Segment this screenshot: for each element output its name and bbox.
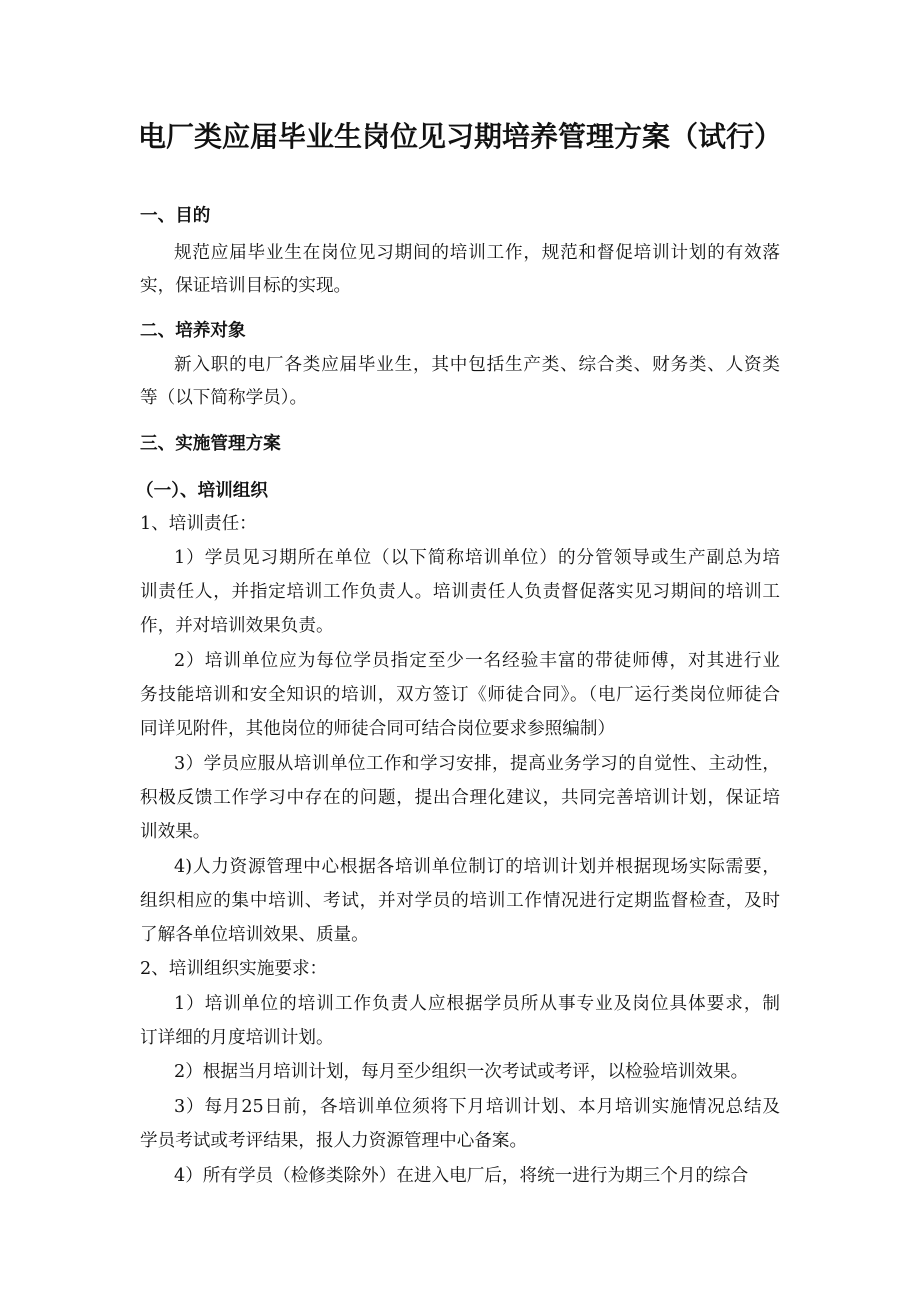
- paragraph-line: 规范应届毕业生在岗位见习期间的培训工作，规范和督促培训计划的有效落: [174, 243, 780, 263]
- document-title: 电厂类应届毕业生岗位见习期培养管理方案（试行）: [138, 120, 783, 153]
- paragraph-line: 1）培训单位的培训工作负责人应根据学员所从事专业及岗位具体要求，制: [174, 994, 780, 1014]
- paragraph-line: 1）学员见习期所在单位（以下简称培训单位）的分管领导或生产副总为培: [174, 548, 780, 568]
- paragraph-line: 3）学员应服从培训单位工作和学习安排，提高业务学习的自觉性、主动性，: [174, 754, 780, 774]
- paragraph-line: 同详见附件，其他岗位的师徒合同可结合岗位要求参照编制）: [140, 719, 616, 739]
- section-heading: 二、培养对象: [140, 320, 246, 341]
- section-heading: 三、实施管理方案: [140, 433, 281, 454]
- section-heading: （一）、培训组织: [136, 480, 268, 501]
- paragraph-line: 3）每月25日前，各培训单位须将下月培训计划、本月培训实施情况总结及: [174, 1097, 780, 1117]
- paragraph-line: 积极反馈工作学习中存在的问题，提出合理化建议，共同完善培训计划，保证培: [140, 788, 780, 808]
- paragraph-line: 实，保证培训目标的实现。: [140, 276, 352, 296]
- paragraph-line: 训责任人，并指定培训工作负责人。培训责任人负责督促落实见习期间的培训工: [140, 582, 780, 602]
- paragraph-line: 4）所有学员（检修类除外）在进入电厂后，将统一进行为期三个月的综合: [174, 1166, 749, 1186]
- paragraph-line: 订详细的月度培训计划。: [140, 1028, 334, 1048]
- paragraph-line: 2）培训单位应为每位学员指定至少一名经验丰富的带徒师傅，对其进行业: [174, 651, 780, 671]
- section-heading: 一、目的: [140, 205, 211, 226]
- paragraph-line: 训效果。: [140, 822, 211, 842]
- subsection-label: 1、培训责任：: [140, 514, 257, 534]
- paragraph-line: 新入职的电厂各类应届毕业生，其中包括生产类、综合类、财务类、人资类: [174, 355, 780, 375]
- paragraph-line: 学员考试或考评结果，报人力资源管理中心备案。: [140, 1131, 528, 1151]
- paragraph-line: 等（以下简称学员）。: [140, 388, 308, 408]
- paragraph-line: 了解各单位培训效果、质量。: [140, 925, 369, 945]
- paragraph-line: 2）根据当月培训计划，每月至少组织一次考试或考评，以检验培训效果。: [174, 1062, 749, 1082]
- paragraph-line: 组织相应的集中培训、考试，并对学员的培训工作情况进行定期监督检查，及时: [140, 891, 780, 911]
- subsection-label: 2、培训组织实施要求：: [140, 959, 328, 979]
- paragraph-line: 4)人力资源管理中心根据各培训单位制订的培训计划并根据现场实际需要，: [174, 857, 780, 877]
- paragraph-line: 务技能培训和安全知识的培训，双方签订《师徒合同》。（电厂运行类岗位师徒合: [140, 685, 780, 705]
- paragraph-line: 作，并对培训效果负责。: [140, 616, 334, 636]
